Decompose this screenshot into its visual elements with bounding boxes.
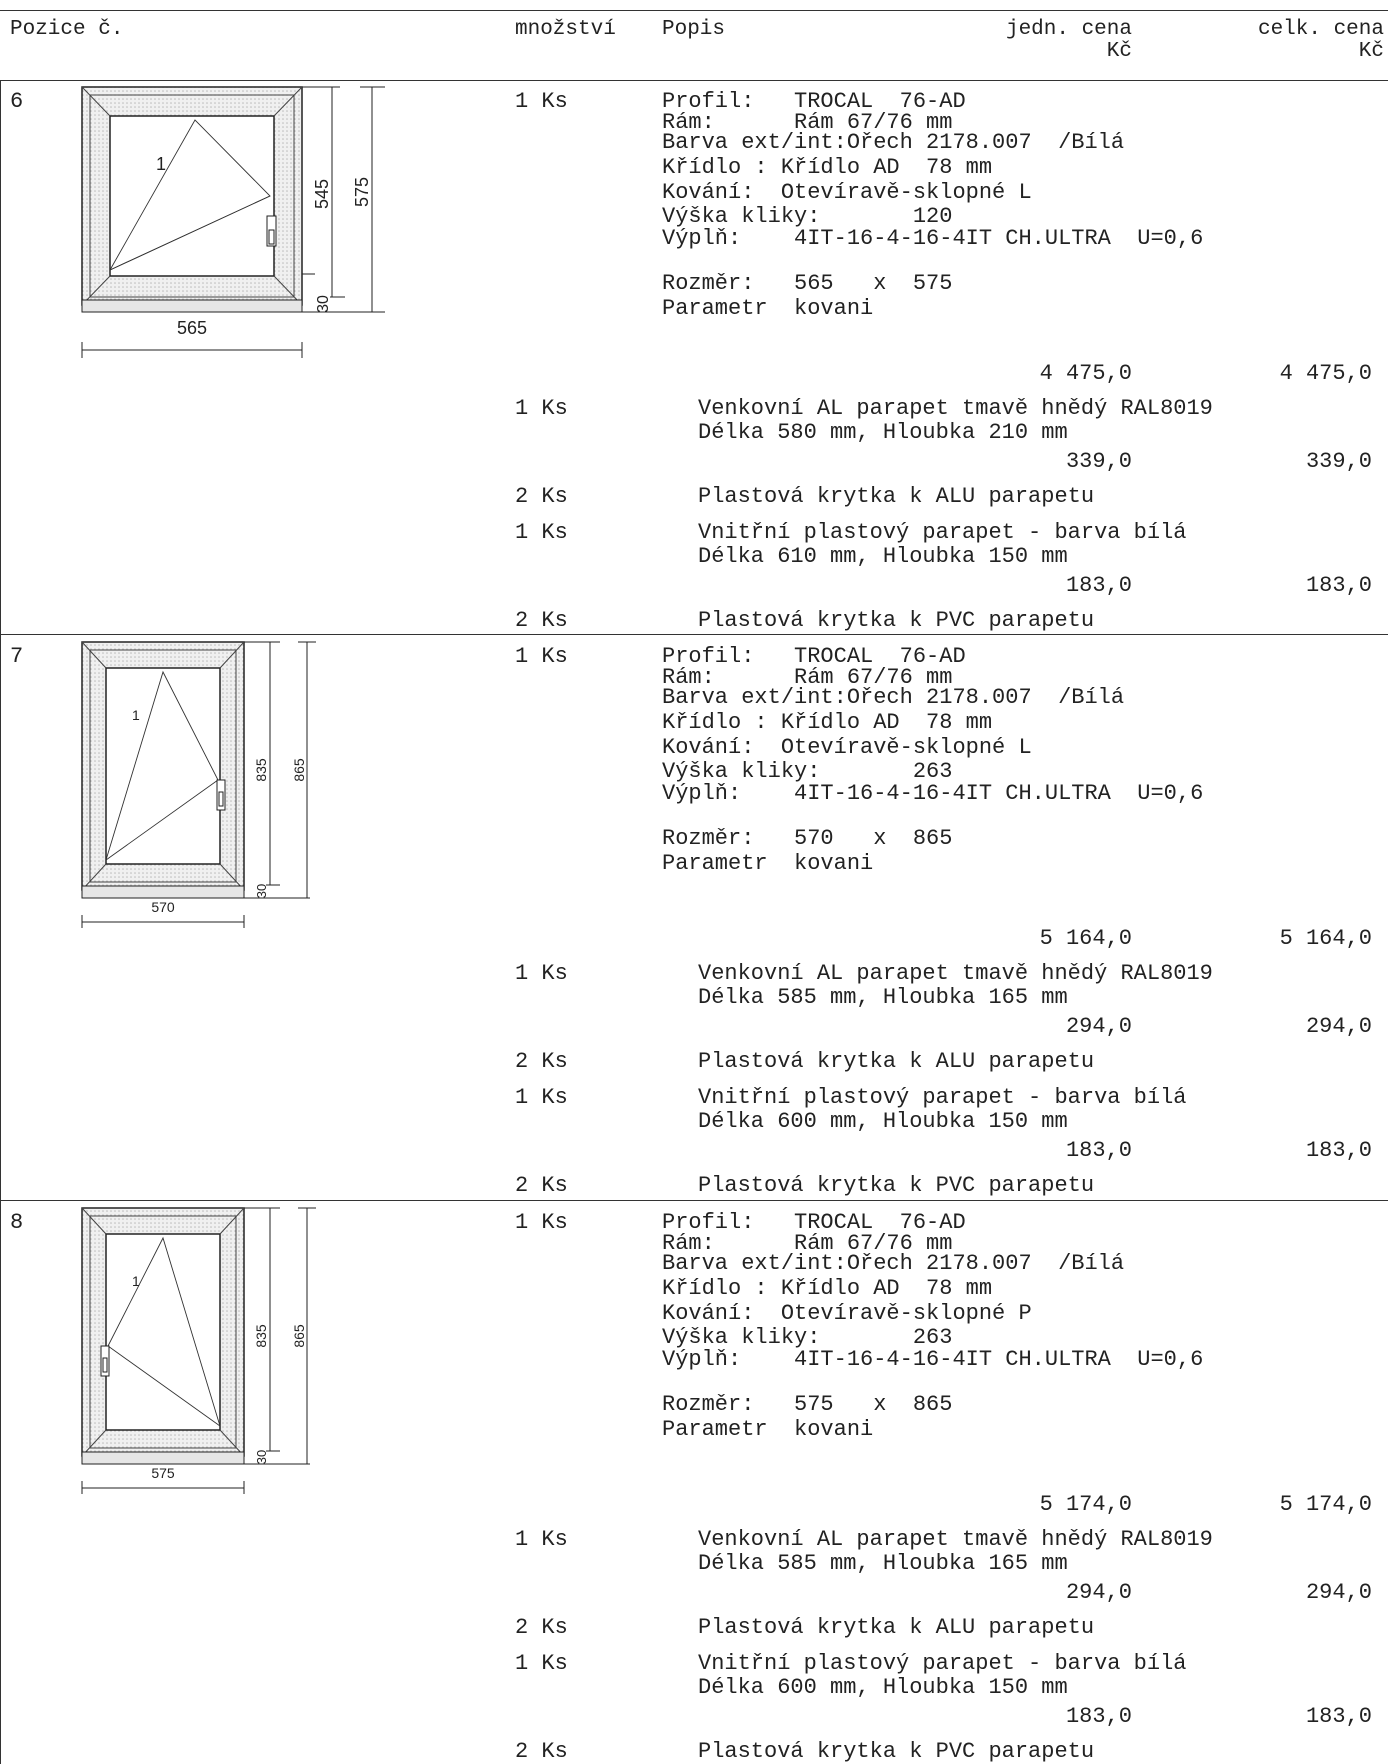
item-quantity: 1 Ks [515, 1085, 568, 1110]
spec-line: Rozměr: 575 x 865 [662, 1392, 953, 1417]
spec-line: Rozměr: 570 x 865 [662, 826, 953, 851]
total-price: 183,0 [1305, 573, 1372, 598]
unit-price: 294,0 [1065, 1014, 1132, 1039]
item-quantity: 2 Ks [515, 1049, 568, 1074]
unit-price: 339,0 [1065, 449, 1132, 474]
item-quantity: 1 Ks [515, 396, 568, 421]
dim-inner-height: 545 [312, 178, 332, 210]
col-header-unit-currency: Kč [1106, 40, 1132, 63]
col-header-unit-price: jedn. cena [1005, 18, 1132, 41]
col-header-total-price: celk. cena [1257, 18, 1384, 41]
item-quantity: 1 Ks [515, 644, 568, 669]
sash-label: 1 [132, 707, 140, 723]
spec-line: Rozměr: 565 x 575 [662, 271, 953, 296]
window-drawing [70, 1206, 330, 1494]
spec-line: Rám: Rám 67/76 mm [662, 1231, 953, 1256]
dim-width: 570 [151, 899, 175, 915]
left-border [0, 80, 1, 1764]
spec-line: Výplň: 4IT-16-4-16-4IT CH.ULTRA U=0,6 [662, 781, 1204, 806]
position-separator [0, 1200, 1388, 1201]
spec-line: Výplň: 4IT-16-4-16-4IT CH.ULTRA U=0,6 [662, 1347, 1204, 1372]
item-description: Plastová krytka k ALU parapetu [698, 1049, 1095, 1074]
spec-line: Profil: TROCAL 76-AD [662, 89, 966, 114]
unit-price: 183,0 [1065, 573, 1132, 598]
spec-line: Kování: Otevíravě-sklopné P [662, 1301, 1032, 1326]
sill [82, 300, 302, 312]
spec-line: Rám: Rám 67/76 mm [662, 110, 953, 135]
dim-total-height: 865 [291, 758, 307, 782]
dim-bottom: 30 [254, 883, 269, 899]
dim-total-height: 575 [352, 176, 372, 208]
dim-total-height: 865 [291, 1324, 307, 1348]
spec-line: Kování: Otevíravě-sklopné L [662, 180, 1032, 205]
item-description: Plastová krytka k PVC parapetu [698, 608, 1095, 633]
sash-label: 1 [156, 154, 167, 174]
sill [82, 1452, 244, 1464]
position-number: 6 [10, 89, 24, 114]
spec-line: Kování: Otevíravě-sklopné L [662, 735, 1032, 760]
total-price: 183,0 [1305, 1138, 1372, 1163]
spec-line: Parametr kovani [662, 851, 874, 876]
item-quantity: 1 Ks [515, 961, 568, 986]
spec-line: Křídlo : Křídlo AD 78 mm [662, 155, 993, 180]
item-description: Venkovní AL parapet tmavě hnědý RAL8019 [698, 396, 1213, 421]
item-description: Vnitřní plastový parapet - barva bílá [698, 520, 1187, 545]
item-description: Délka 610 mm, Hloubka 150 mm [698, 544, 1068, 569]
window-drawing [70, 640, 330, 928]
item-quantity: 1 Ks [515, 1527, 568, 1552]
total-price: 5 174,0 [1279, 1492, 1372, 1517]
total-price: 4 475,0 [1279, 361, 1372, 386]
item-description: Plastová krytka k PVC parapetu [698, 1739, 1095, 1764]
spec-line: Profil: TROCAL 76-AD [662, 644, 966, 669]
sill [82, 886, 244, 898]
header-top-rule [0, 10, 1388, 11]
spec-line: Výška kliky: 120 [662, 204, 953, 229]
col-header-position: Pozice č. [10, 18, 124, 41]
dim-bottom: 30 [254, 1449, 269, 1465]
total-price: 183,0 [1305, 1704, 1372, 1729]
col-header-quantity: množství [515, 18, 616, 41]
spec-line: Barva ext/int:Ořech 2178.007 /Bílá [662, 685, 1125, 710]
item-description: Délka 580 mm, Hloubka 210 mm [698, 420, 1068, 445]
glass-pane [110, 116, 274, 276]
position-number: 7 [10, 644, 24, 669]
item-description: Vnitřní plastový parapet - barva bílá [698, 1651, 1187, 1676]
item-quantity: 2 Ks [515, 484, 568, 509]
item-description: Venkovní AL parapet tmavě hnědý RAL8019 [698, 961, 1213, 986]
dim-width: 565 [176, 318, 208, 338]
spec-line: Výška kliky: 263 [662, 1325, 953, 1350]
item-description: Vnitřní plastový parapet - barva bílá [698, 1085, 1187, 1110]
item-quantity: 2 Ks [515, 1173, 568, 1198]
unit-price: 294,0 [1065, 1580, 1132, 1605]
dim-inner-height: 835 [253, 1324, 269, 1348]
unit-price: 4 475,0 [1039, 361, 1132, 386]
spec-line: Parametr kovani [662, 1417, 874, 1442]
item-quantity: 1 Ks [515, 1651, 568, 1676]
dim-bottom: 30 [315, 295, 332, 313]
item-quantity: 2 Ks [515, 1615, 568, 1640]
dim-inner-height: 835 [253, 758, 269, 782]
spec-line: Barva ext/int:Ořech 2178.007 /Bílá [662, 1251, 1125, 1276]
spec-line: Rám: Rám 67/76 mm [662, 665, 953, 690]
spec-line: Křídlo : Křídlo AD 78 mm [662, 1276, 993, 1301]
unit-price: 183,0 [1065, 1704, 1132, 1729]
item-quantity: 1 Ks [515, 520, 568, 545]
item-description: Délka 600 mm, Hloubka 150 mm [698, 1109, 1068, 1134]
spec-line: Barva ext/int:Ořech 2178.007 /Bílá [662, 130, 1125, 155]
spec-line: Parametr kovani [662, 296, 874, 321]
sash-label: 1 [132, 1273, 140, 1289]
unit-price: 5 174,0 [1039, 1492, 1132, 1517]
spec-line: Profil: TROCAL 76-AD [662, 1210, 966, 1235]
total-price: 294,0 [1305, 1014, 1372, 1039]
item-description: Plastová krytka k ALU parapetu [698, 1615, 1095, 1640]
item-quantity: 1 Ks [515, 89, 568, 114]
col-header-description: Popis [662, 18, 726, 41]
item-quantity: 1 Ks [515, 1210, 568, 1235]
position-separator [0, 634, 1388, 635]
item-quantity: 2 Ks [515, 1739, 568, 1764]
item-description: Plastová krytka k PVC parapetu [698, 1173, 1095, 1198]
item-description: Délka 600 mm, Hloubka 150 mm [698, 1675, 1068, 1700]
dim-width: 575 [151, 1465, 175, 1481]
item-description: Venkovní AL parapet tmavě hnědý RAL8019 [698, 1527, 1213, 1552]
item-description: Délka 585 mm, Hloubka 165 mm [698, 985, 1068, 1010]
window-drawing [70, 82, 410, 364]
item-description: Délka 585 mm, Hloubka 165 mm [698, 1551, 1068, 1576]
spec-line: Výška kliky: 263 [662, 759, 953, 784]
col-header-total-currency: Kč [1358, 40, 1384, 63]
total-price: 5 164,0 [1279, 926, 1372, 951]
glass-pane [106, 1234, 220, 1430]
header-bottom-rule [0, 80, 1388, 81]
total-price: 294,0 [1305, 1580, 1372, 1605]
unit-price: 5 164,0 [1039, 926, 1132, 951]
item-description: Plastová krytka k ALU parapetu [698, 484, 1095, 509]
spec-line: Křídlo : Křídlo AD 78 mm [662, 710, 993, 735]
glass-pane [106, 668, 220, 864]
unit-price: 183,0 [1065, 1138, 1132, 1163]
spec-line: Výplň: 4IT-16-4-16-4IT CH.ULTRA U=0,6 [662, 226, 1204, 251]
position-number: 8 [10, 1210, 24, 1235]
item-quantity: 2 Ks [515, 608, 568, 633]
total-price: 339,0 [1305, 449, 1372, 474]
